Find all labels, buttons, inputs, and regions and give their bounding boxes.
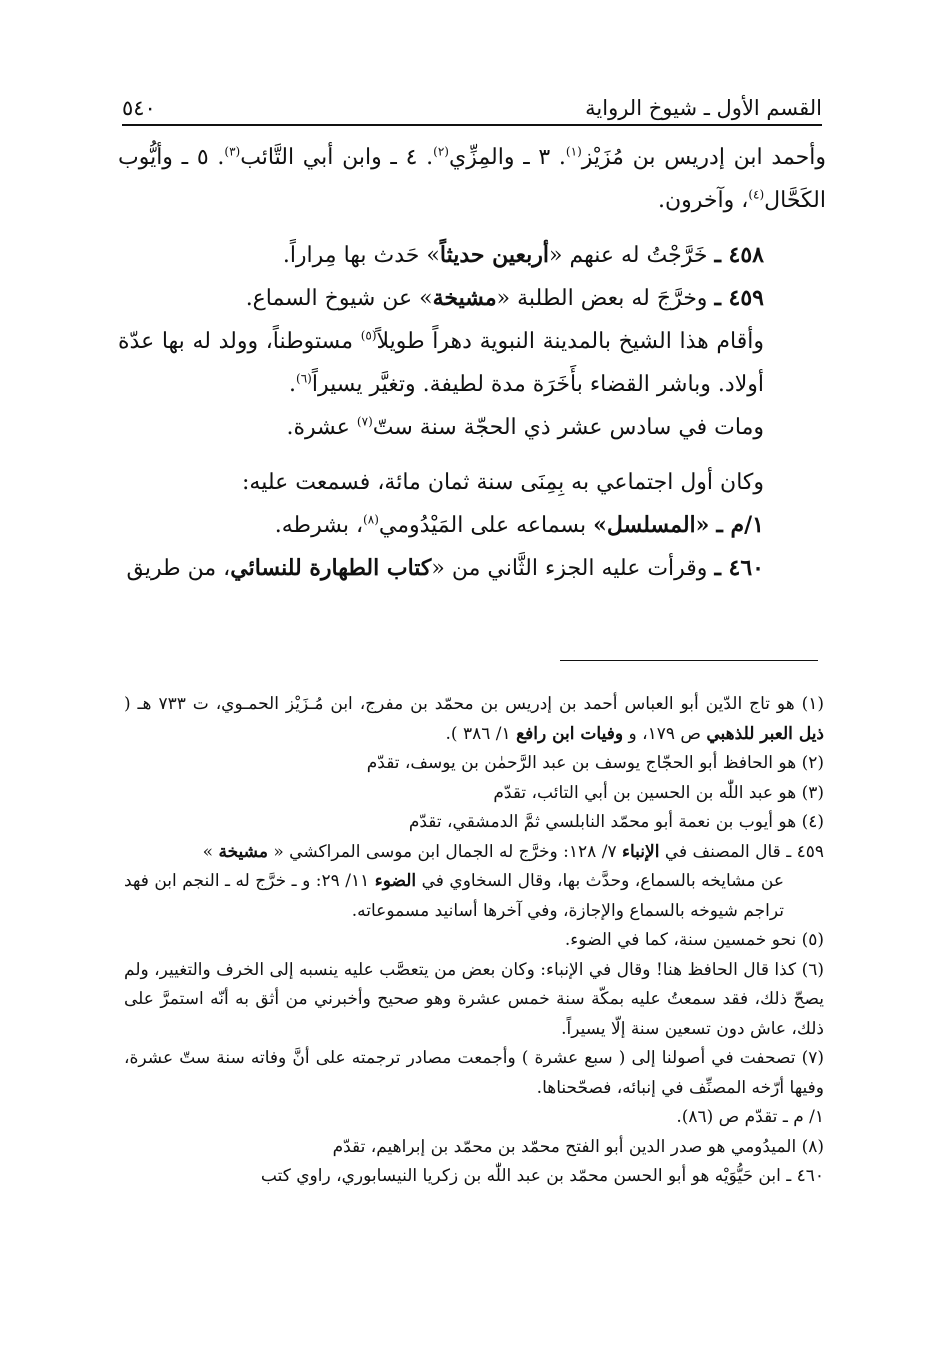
footnote-460: ٤٦٠ ـ ابن حَيُّوَيْه هو أبو الحسن محمّد بن عبد اللّٰه بن زكريا النيسابوري، راوي كتب xyxy=(260,1166,824,1186)
entry-1m: ١/م ـ «المسلسل» بسماعه على المَيْدُومي$^{(٨)}$، بشرطه. xyxy=(274,512,764,538)
footnote-5: (٥) نحو خمسين سنة، كما في الضوء. xyxy=(564,930,824,950)
footnote-ref-5: (٥) xyxy=(360,328,377,343)
paragraph-death: ومات في سادس عشر ذي الحجّة سنة ستّ$^{(٧)}$ عشرة. xyxy=(286,414,764,440)
footnote-4: (٤) هو أيوب بن نعمة أبو محمّد النابلسي ثمَّ الدمشقي، تقدّم xyxy=(408,812,824,832)
footnote-ref-3: (٣) xyxy=(224,144,241,159)
footnote-ref-1: (١) xyxy=(565,144,582,159)
book-title: كتاب الطهارة للنسائي xyxy=(230,555,432,581)
entry-number: ٤٦٠ ـ xyxy=(714,555,764,581)
footnote-8: (٨) الميدُومي هو صدر الدين أبو الفتح محمّد بن محمّد بن إبراهيم، تقدّم xyxy=(332,1136,824,1157)
entry-460: ٤٦٠ ـ وقرأت عليه الجزء الثَّاني من «كتاب الطهارة للنسائي، من طريق xyxy=(126,555,764,581)
paragraph-residence: وأقام هذا الشيخ بالمدينة النبوية دهراً طويلاً$^{(٥)}$ مستوطناً، وولد له بها عدّة أولاد. وباشر القضاء بأَخَرَة مدة لطيفة. وتغيَّر يسيراً$^{(٦)}$. xyxy=(118,328,764,397)
book-title: مشيخة xyxy=(432,285,497,311)
entry-number: ٤٥٩ ـ xyxy=(714,285,764,311)
page-header xyxy=(122,84,822,120)
footnote-ref-7: (٧) xyxy=(356,414,373,429)
main-text xyxy=(118,136,826,590)
running-title: القسم الأول ـ شيوخ الرواية xyxy=(585,96,822,120)
paragraph-teachers: وأحمد ابن إدريس بن مُزَيْز$^{(١)}$. ٣ ـ والمِزِّي$^{(٢)}$. ٤ ـ وابن أبي التَّائب$^{(٣)}$. ٥ ـ وأيُّوب الكَحَّال$^{(٤)}$، وآخرون. xyxy=(118,144,826,213)
book-title: أربعين حديثاً xyxy=(439,242,549,268)
footnote-6: (٦) كذا قال الحافظ هنا! وقال في الإنباء: وكان بعض من يتعصَّب عليه ينسبه إلى الخرف والتغيير، ولم يصحّ ذلك، فقد سمعتُ عليه بمكّة سنة خمس عشرة وهو صحيح وأخبرني من أثق به أنّه استمرَّ على ذلك، عاش دون تسعين سنة إلّا يسيراً. xyxy=(124,959,824,1039)
footnote-1: (١) هو تاج الدّين أبو العباس أحمد بن إدريس بن محمّد بن مفرج، ابن مُـزَيْز الحمـوي، ت ٧٣٣ هـ ( ذيل العبر للذهبي ص ١٧٩، و وفيات ابن رافع ١/ ٣٨٦ ). xyxy=(124,694,824,744)
header-rule xyxy=(122,124,822,126)
footnote-1m: ١/ م ـ تقدّم ص (٨٦). xyxy=(676,1107,824,1127)
footnote-ref-4: (٤) xyxy=(748,187,765,202)
entry-459: ٤٥٩ ـ وخرَّجَ له بعض الطلبة «مشيخة» عن شيوخ السماع. xyxy=(245,285,764,311)
footnote-separator xyxy=(560,660,818,661)
entry-number: ٤٥٨ ـ xyxy=(714,242,764,268)
footnote-ref-8: (٨) xyxy=(363,512,379,527)
entry-number: ١/م ـ xyxy=(716,512,764,538)
page-number: ٥٤٠ xyxy=(122,96,156,120)
footnote-ref-2: (٢) xyxy=(433,144,449,159)
footnote-2: (٢) هو الحافظ أبو الحجّاج يوسف بن عبد الرَّحمٰن بن يوسف، تقدّم xyxy=(366,753,824,773)
book-title: «المسلسل» xyxy=(593,512,710,538)
entry-458: ٤٥٨ ـ خَرَّجْتُ له عنهم «أربعين حديثاً» حَدث بها مِراراً. xyxy=(282,242,764,268)
footnote-459: ٤٥٩ ـ قال المصنف في الإنباء ٧/ ١٢٨: وخرَّج له الجمال ابن موسى المراكشي « مشيخة » xyxy=(202,841,824,862)
footnote-459-continued: عن مشايخه بالسماع، وحدَّث بها، وقال السخاوي في الضوء ١١/ ٢٩: و ـ خرَّج له ـ النجم ابن فهد تراجم شيوخه بالسماع والإجازة، وفي آخرها أسانيد مسموعاته. xyxy=(124,871,784,921)
paragraph-meeting: وكان أول اجتماعي به بِمِنَى سنة ثمان مائة، فسمعت عليه: xyxy=(242,470,764,495)
footnote-7: (٧) تصحفت في أصولنا إلى ( سبع عشرة ) وأجمعت مصادر ترجمته على أنَّ وفاته سنة ستّ عشرة، وفيها أرّخه المصنِّف في إنبائه، فصحّحناها. xyxy=(124,1048,824,1098)
footnotes xyxy=(124,690,824,1192)
footnote-ref-6: (٦) xyxy=(296,371,312,386)
footnote-3: (٣) هو عبد اللّٰه بن الحسين بن أبي التائب، تقدّم xyxy=(493,782,824,803)
